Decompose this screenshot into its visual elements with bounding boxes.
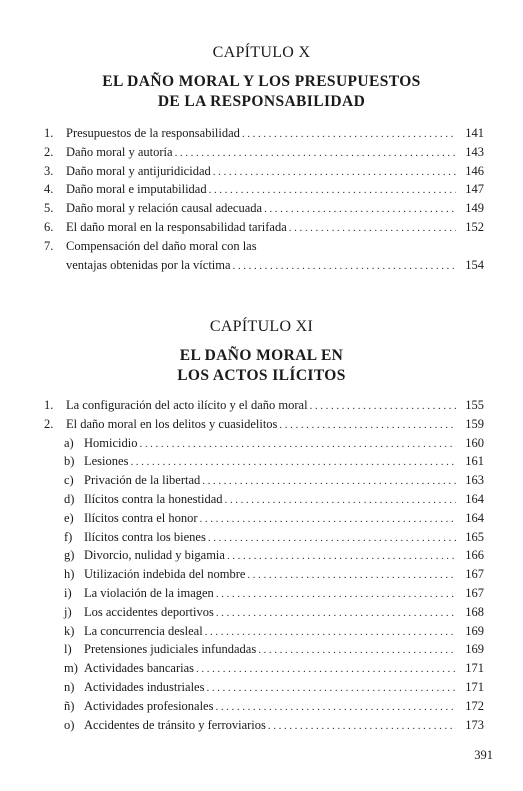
leader-dots [310,400,456,412]
leader-dots [215,701,456,713]
leader-dots [227,550,456,562]
toc-subentry [44,548,484,567]
toc-subentry-letter: j) [64,604,72,619]
toc-subentry [44,473,484,492]
toc-subentry-page: 173 [465,717,484,732]
toc-entry-number: 3. [44,163,54,178]
toc-subentry [44,511,484,530]
toc-subentry-page: 167 [465,567,484,582]
toc-entry-number: 1. [44,398,54,412]
toc-subentry-title: Ilícitos contra el honor [84,510,198,525]
toc-subentry-page: 166 [465,548,484,563]
toc-subentry-letter: o) [64,717,75,732]
toc-subentry [44,642,484,661]
toc-entry-page: 146 [465,163,484,178]
toc-subentry-page: 171 [465,679,484,694]
toc-entry-title: Daño moral y autoría [66,144,173,159]
chapter-x-title-line2: DE LA RESPONSABILIDAD [157,93,366,110]
toc-entry [44,164,484,183]
leader-dots [196,663,456,675]
toc-subentry-title: Divorcio, nulidad y bigamia [84,548,225,563]
leader-dots [209,184,456,196]
toc-entry-continuation [44,258,484,277]
leader-dots [130,456,456,468]
toc-subentry-title: Homicidio [84,435,138,450]
leader-dots [205,626,456,638]
toc-entry [44,398,484,417]
leader-dots [242,128,456,140]
leader-dots [289,222,456,234]
toc-subentry [44,605,484,624]
toc-subentry-letter: g) [64,548,75,563]
toc-subentry-title: Privación de la libertad [84,473,201,488]
toc-entry-title: Daño moral e imputabilidad [66,182,207,197]
toc-entry-page: 159 [465,416,484,431]
toc-subentry-letter: h) [64,567,75,582]
toc-subentry-page: 169 [465,642,484,657]
toc-subentry-page: 169 [465,623,484,638]
leader-dots [208,532,456,544]
toc-subentry-page: 167 [465,585,484,600]
leader-dots [206,682,456,694]
toc-subentry-page: 171 [465,661,484,676]
toc-subentry [44,586,484,605]
toc-entry [44,126,484,145]
toc-entry-number: 6. [44,219,54,234]
leader-dots [216,607,456,619]
toc-subentry-title: Ilícitos contra los bienes [84,529,206,544]
chapter-x-label: CAPÍTULO X [212,44,311,61]
toc-subentry-page: 163 [465,473,484,488]
leader-dots [139,438,456,450]
toc-subentry-letter: e) [64,510,74,525]
toc-subentry-title: Los accidentes deportivos [84,604,214,619]
toc-subentry-title: Pretensiones judiciales infundadas [84,642,257,657]
leader-dots [225,494,456,506]
toc-entry [44,417,484,436]
leader-dots [264,203,456,215]
chapter-x-title [0,72,523,112]
chapter-xi-label: CAPÍTULO XI [209,318,314,335]
leader-dots [213,166,456,178]
toc-subentry-letter: m) [64,661,78,676]
toc-entry-title-continued: ventajas obtenidas por la víctima [66,257,231,272]
chapter-x-toc [44,126,484,276]
toc-entry-title: Daño moral y antijuridicidad [66,163,211,178]
toc-entry-number: 5. [44,201,54,216]
toc-entry [44,182,484,201]
toc-subentry-letter: i) [64,585,72,600]
leader-dots [279,419,456,431]
toc-entry [44,239,484,258]
toc-subentry-title: Actividades bancarias [84,661,195,676]
toc-entry [44,145,484,164]
toc-subentry-letter: c) [64,473,74,488]
toc-subentry-letter: k) [64,623,75,638]
leader-dots [258,644,456,656]
toc-subentry-page: 164 [465,510,484,525]
chapter-xi-toc [44,398,484,736]
toc-entry-page: 149 [465,201,484,216]
page-number: 391 [474,748,493,762]
toc-entry-title: Presupuestos de la responsabilidad [66,126,240,140]
chapter-xi-title-line2: LOS ACTOS ILÍCITOS [177,367,346,384]
toc-entry-page: 143 [465,144,484,159]
chapter-x-title-line1: EL DAÑO MORAL Y LOS PRESUPUESTOS [102,73,421,90]
toc-subentry [44,530,484,549]
toc-subentry-letter: f) [64,529,73,544]
leader-dots [233,260,456,272]
toc-subentry [44,492,484,511]
toc-subentry [44,680,484,699]
toc-subentry-page: 160 [465,435,484,450]
toc-entry-page: 154 [465,257,484,272]
toc-subentry [44,436,484,455]
toc-subentry-letter: l) [64,642,72,657]
toc-subentry-title: Actividades profesionales [84,698,214,713]
toc-entry-title: El daño moral en los delitos y cuasidelitos [66,416,278,431]
toc-entry-number: 2. [44,416,54,431]
toc-subentry [44,624,484,643]
toc-subentry-page: 172 [465,698,484,713]
toc-entry-number: 4. [44,182,54,197]
toc-entry-page: 155 [465,398,484,412]
toc-subentry-letter: n) [64,679,75,694]
toc-entry-page: 141 [465,126,484,140]
toc-entry-number: 1. [44,126,54,140]
toc-subentry-letter: ñ) [64,698,75,713]
toc-subentry-title: La concurrencia desleal [84,623,203,638]
toc-subentry-title: La violación de la imagen [84,585,214,600]
toc-entry-page: 147 [465,182,484,197]
leader-dots [200,513,456,525]
toc-subentry-title: Actividades industriales [84,679,205,694]
chapter-xi-title-line1: EL DAÑO MORAL EN [179,347,344,364]
leader-dots [202,475,456,487]
toc-entry-title: Daño moral y relación causal adecuada [66,201,263,216]
toc-subentry [44,699,484,718]
toc-subentry [44,718,484,737]
toc-entry-title: La configuración del acto ilícito y el daño moral [66,398,308,412]
toc-entry-page: 152 [465,219,484,234]
toc-subentry-letter: b) [64,454,75,469]
toc-subentry-page: 165 [465,529,484,544]
toc-subentry [44,661,484,680]
toc-subentry-title: Accidentes de tránsito y ferroviarios [84,717,266,732]
leader-dots [216,588,456,600]
toc-entry-title: El daño moral en la responsabilidad tarifada [66,219,287,234]
toc-subentry-title: Utilización indebida del nombre [84,567,246,582]
toc-subentry-title: Lesiones [84,454,129,469]
toc-subentry-title: Ilícitos contra la honestidad [84,491,223,506]
toc-entry-title: Compensación del daño moral con las [66,238,257,253]
toc-entry-number: 2. [44,144,54,159]
leader-dots [268,720,456,732]
toc-subentry [44,567,484,586]
toc-subentry-page: 164 [465,491,484,506]
leader-dots [175,147,456,159]
toc-entry [44,220,484,239]
toc-subentry-page: 161 [465,454,484,469]
toc-entry-number: 7. [44,238,54,253]
leader-dots [247,569,456,581]
toc-entry [44,201,484,220]
toc-subentry-letter: a) [64,435,74,450]
chapter-xi-title [0,346,523,386]
toc-subentry [44,454,484,473]
toc-subentry-page: 168 [465,604,484,619]
toc-subentry-letter: d) [64,491,75,506]
